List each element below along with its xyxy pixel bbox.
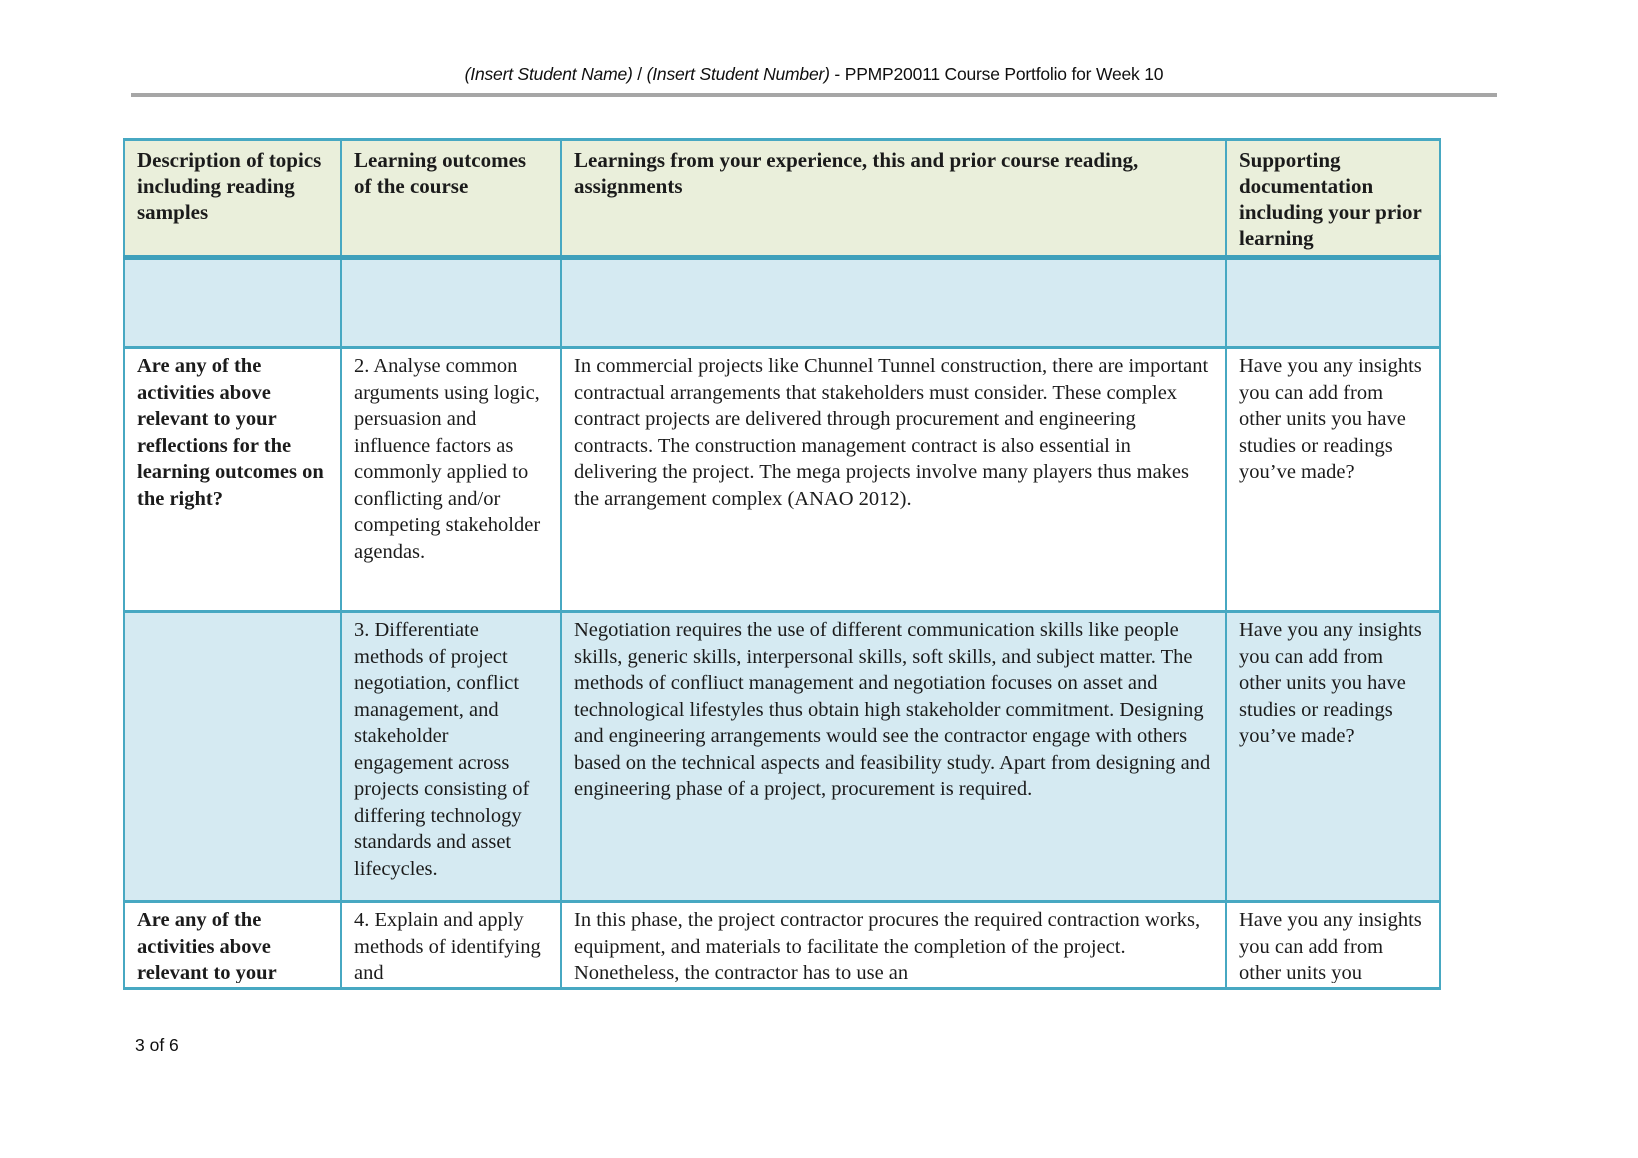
page-header: [131, 63, 1497, 85]
cell-empty: [561, 258, 1226, 348]
header-rule: [131, 93, 1497, 97]
cell-prompt: [124, 612, 341, 902]
table-row-outcome-2: [124, 348, 1440, 612]
cell-learnings: In this phase, the project contractor procures the required contraction works, equipment, and materials to facilitate the completion of the project. Nonetheless, the contractor has to use an: [561, 902, 1226, 989]
cell-documentation: Have you any insights you can add from other units you: [1226, 902, 1440, 989]
cell-empty: [341, 258, 561, 348]
column-header-description: Description of topics including reading samples: [124, 140, 341, 258]
cell-learnings: Negotiation requires the use of different communication skills like people skills, generic skills, interpersonal skills, soft skills, and subject matter. The methods of confliuct management and negotiation focuses on asset and technological lifestyles thus obtain high stakeholder commitment. Designing and engineering arrangements would see the contractor engage with others based on the technical aspects and feasibility study. Apart from designing and engineering phase of a project, procurement is required.: [561, 612, 1226, 902]
cell-learnings: In commercial projects like Chunnel Tunnel construction, there are important contractual arrangements that stakeholders must consider. These complex contract projects are delivered through procurement and engineering contracts. The construction management contract is also essential in delivering the project. The mega projects involve many players thus makes the arrangement complex (ANAO 2012).: [561, 348, 1226, 612]
cell-prompt: Are any of the activities above relevant to your: [124, 902, 341, 989]
cell-outcome: 4. Explain and apply methods of identifying and: [341, 902, 561, 989]
table-row-empty: [124, 258, 1440, 348]
cell-empty: [124, 258, 341, 348]
column-header-outcomes: Learning outcomes of the course: [341, 140, 561, 258]
cell-prompt: Are any of the activities above relevant to your reflections for the learning outcomes on the right?: [124, 348, 341, 612]
header-course-title: - PPMP20011 Course Portfolio for Week 10: [829, 64, 1164, 84]
header-separator: /: [632, 64, 647, 84]
cell-documentation: Have you any insights you can add from other units you have studies or readings you’ve made?: [1226, 348, 1440, 612]
cell-outcome: 3. Differentiate methods of project negotiation, conflict management, and stakeholder engagement across projects consisting of differing technology standards and asset lifecycles.: [341, 612, 561, 902]
header-student-number: (Insert Student Number): [646, 64, 830, 84]
table-header-row: [124, 140, 1440, 258]
page-number: 3 of 6: [135, 1035, 179, 1055]
header-student-name: (Insert Student Name): [464, 64, 633, 84]
cell-empty: [1226, 258, 1440, 348]
table-row-outcome-3: [124, 612, 1440, 902]
table-row-outcome-4: [124, 902, 1440, 989]
column-header-documentation: Supporting documentation including your prior learning: [1226, 140, 1440, 258]
column-header-learnings: Learnings from your experience, this and prior course reading, assignments: [561, 140, 1226, 258]
cell-documentation: Have you any insights you can add from other units you have studies or readings you’ve made?: [1226, 612, 1440, 902]
cell-outcome: 2. Analyse common arguments using logic, persuasion and influence factors as commonly applied to conflicting and/or competing stakeholder agendas.: [341, 348, 561, 612]
portfolio-table: [123, 138, 1441, 990]
